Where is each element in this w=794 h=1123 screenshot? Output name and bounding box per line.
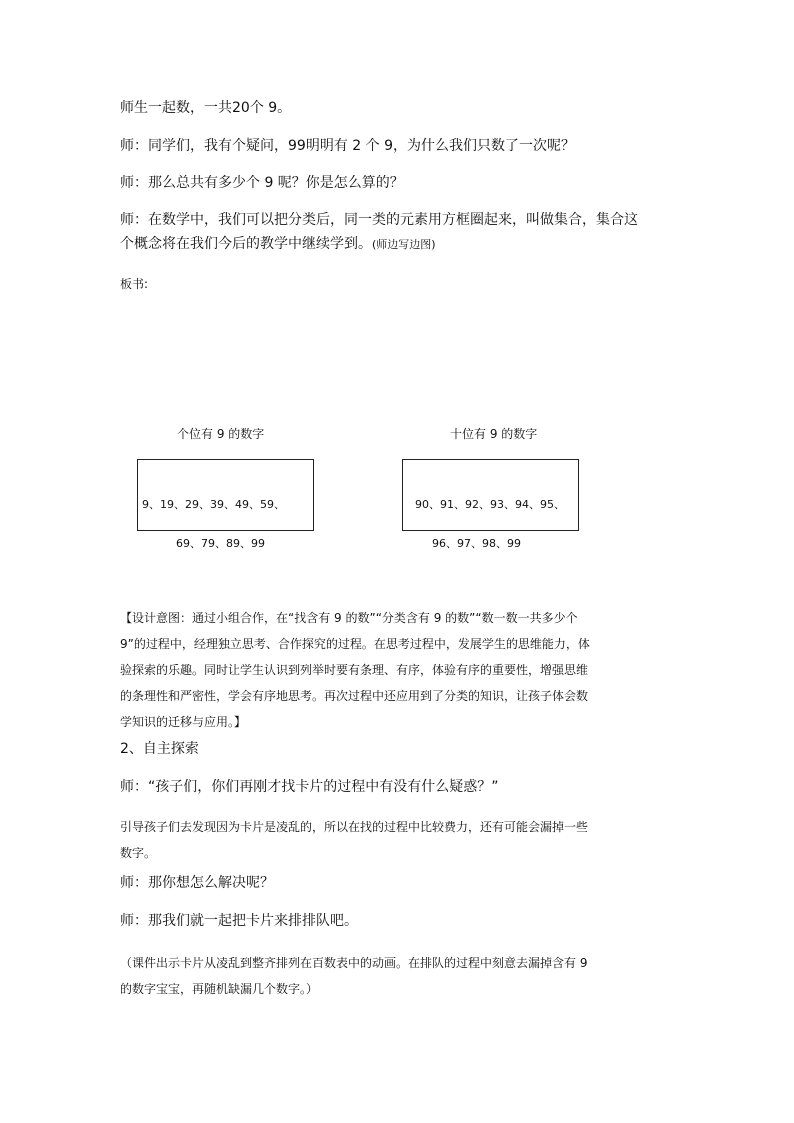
design-intent-line: 验探索的乐趣。同时让学生认识到列举时要有条理、有序，体验有序的重要性，增强思维 — [120, 663, 589, 677]
right-set-below: 96、97、98、99 — [432, 537, 521, 550]
right-set-inside: 90、91、92、93、94、95、 — [415, 498, 565, 511]
courseware-note — [120, 950, 680, 1002]
line-set-concept-2-text: 个概念将在我们今后的教学中继续学到。 — [120, 236, 372, 252]
left-set-title: 个位有 9 的数字 — [177, 427, 265, 441]
guide-line: 引导孩子们去发现因为卡片是凌乱的，所以在找的过程中比较费力，还有可能会漏掉一些 — [120, 820, 589, 834]
line-count-together: 师生一起数，一共20个 9。 — [120, 100, 292, 116]
line-teacher-question: 师：同学们，我有个疑问，99明明有 2 个 9，为什么我们只数了一次呢？ — [120, 138, 575, 154]
blackboard-label: 板书: — [120, 277, 149, 291]
courseware-line: （课件出示卡片从凌乱到整齐排列在百数表中的动画。在排队的过程中刻意去漏掉含有 9 — [120, 956, 588, 970]
teacher-note: (师边写边图) — [372, 238, 436, 251]
line-line-up-cards: 师：那我们就一起把卡片来排排队吧。 — [120, 913, 358, 929]
design-intent-line: 学知识的迁移与应用。】 — [120, 715, 247, 729]
section-heading: 2、自主探索 — [120, 741, 199, 757]
guide-line: 数字。 — [120, 846, 157, 860]
left-set-inside: 9、19、29、39、49、59、 — [142, 498, 285, 511]
left-set-box — [137, 459, 314, 531]
line-how-solve: 师：那你想怎么解决呢？ — [120, 875, 274, 891]
line-how-many: 师：那么总共有多少个 9 呢？你是怎么算的？ — [120, 175, 404, 191]
design-intent — [120, 605, 680, 735]
courseware-line: 的数字宝宝，再随机缺漏几个数字。） — [120, 982, 319, 996]
left-set-below: 69、79、89、99 — [176, 537, 265, 550]
line-teacher-confusion: 师：“孩子们，你们再刚才找卡片的过程中有没有什么疑惑？” — [120, 779, 499, 795]
design-intent-line: 9”的过程中，经理独立思考、合作探究的过程。在思考过程中，发展学生的思维能力，体 — [120, 637, 590, 651]
guide-paragraph — [120, 814, 680, 866]
right-set-title: 十位有 9 的数字 — [450, 427, 538, 441]
line-set-concept-2 — [120, 234, 436, 255]
line-set-concept-1: 师：在数学中，我们可以把分类后，同一类的元素用方框圈起来，叫做集合，集合这 — [120, 212, 638, 228]
design-intent-line: 【设计意图：通过小组合作，在“找含有 9 的数”“分类含有 9 的数”“数一数一共多少个 — [120, 611, 578, 625]
right-set-box — [402, 459, 579, 531]
design-intent-line: 的条理性和严密性，学会有序地思考。再次过程中还应用到了分类的知识，让孩子体会数 — [120, 689, 589, 703]
